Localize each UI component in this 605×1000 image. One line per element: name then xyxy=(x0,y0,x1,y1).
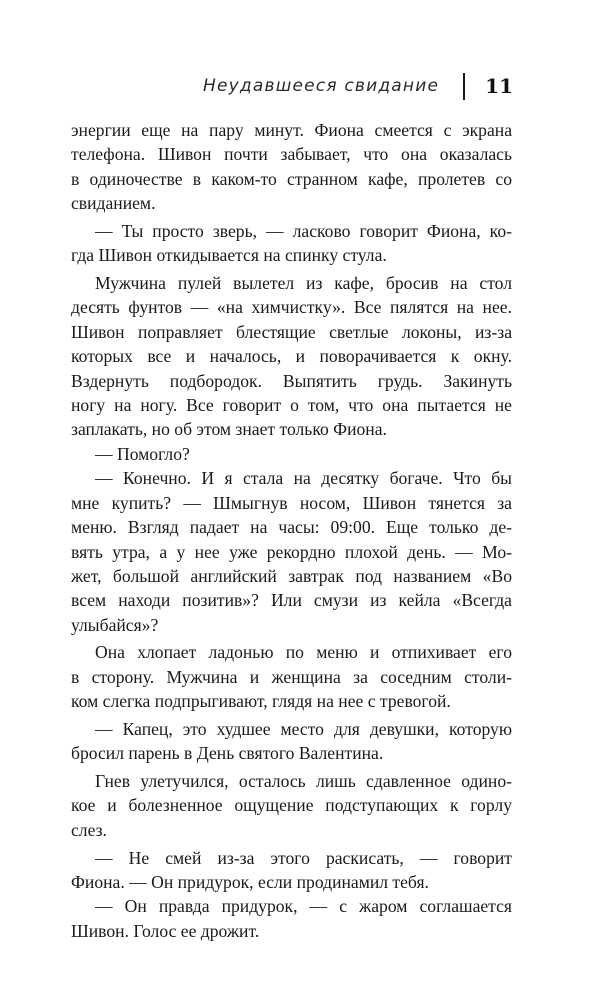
paragraph xyxy=(71,271,512,442)
text-line: в одиночестве в каком-то странном кафе, пролетев со xyxy=(71,168,512,189)
text-line: заплакать, но об этом знает только Фиона. xyxy=(71,419,387,440)
body-text xyxy=(71,118,512,943)
text-line: в сторону. Мужчина и женщина за соседним столи- xyxy=(71,666,512,687)
text-line: меню. Взгляд падает на часы: 09:00. Еще только де- xyxy=(71,517,512,538)
text-line: телефона. Шивон почти забывает, что она оказалась xyxy=(71,144,512,165)
running-header xyxy=(203,70,513,102)
text-line: ногу на ногу. Все говорит о том, что она пытается не xyxy=(71,395,512,416)
paragraph xyxy=(71,640,512,713)
text-line: энергии еще на пару минут. Фиона смеется с экрана xyxy=(71,120,512,140)
text-line: которых все и началось, и поворачивается к окну. xyxy=(71,346,512,367)
text-line: слез. xyxy=(71,819,107,840)
text-line: улыбайся»? xyxy=(71,614,159,635)
text-line: вять утра, а у нее уже рекордно плохой день. — Мо- xyxy=(71,541,512,562)
text-line: — Не смей из-за этого раскисать, — говорит xyxy=(95,847,512,868)
paragraph xyxy=(71,769,512,842)
text-line: Фиона. — Он придурок, если продинамил тебя. xyxy=(71,871,429,892)
text-line: свиданием. xyxy=(71,193,156,214)
text-line: — Он правда придурок, — с жаром соглашается xyxy=(95,896,512,917)
paragraph xyxy=(71,219,512,268)
paragraph xyxy=(71,442,512,466)
paragraph xyxy=(71,466,512,637)
text-line: десять фунтов — «на химчистку». Все пялятся на нее. xyxy=(71,297,512,318)
page-number: 11 xyxy=(485,74,513,98)
text-line: Гнев улетучился, осталось лишь сдавленное одино- xyxy=(95,771,512,792)
text-line: — Помогло? xyxy=(95,443,190,464)
text-line: кое и болезненное ощущение подступающих к горлу xyxy=(71,795,512,816)
paragraph xyxy=(71,894,512,943)
text-line: — Конечно. И я стала на десятку богаче. Что бы xyxy=(95,468,512,489)
text-line: — Капец, это худшее место для девушки, которую xyxy=(95,718,512,739)
chapter-title: Неудавшееся свидание xyxy=(203,76,440,96)
text-line: мне купить? — Шмыгнув носом, Шивон тянется за xyxy=(71,492,512,513)
text-line: Она хлопает ладонью по меню и отпихивает его xyxy=(95,642,512,663)
paragraph xyxy=(71,846,512,895)
text-line: Шивон поправляет блестящие светлые локоны, из-за xyxy=(71,321,512,342)
text-line: Вздернуть подбородок. Выпятить грудь. Закинуть xyxy=(71,370,512,391)
text-line: всем находи позитив»? Или смузи из кейла «Всегда xyxy=(71,590,512,611)
paragraph xyxy=(71,118,512,216)
text-line: Мужчина пулей вылетел из кафе, бросив на стол xyxy=(95,273,512,294)
text-line: бросил парень в День святого Валентина. xyxy=(71,743,384,764)
text-line: жет, большой английский завтрак под названием «Во xyxy=(71,565,512,586)
text-line: гда Шивон откидывается на спинку стула. xyxy=(71,245,387,266)
text-line: ком слегка подпрыгивают, глядя на нее с тревогой. xyxy=(71,691,451,712)
text-line: Шивон. Голос ее дрожит. xyxy=(71,920,260,941)
text-line: — Ты просто зверь, — ласково говорит Фиона, ко- xyxy=(95,220,512,241)
paragraph xyxy=(71,717,512,766)
header-divider xyxy=(463,73,465,100)
